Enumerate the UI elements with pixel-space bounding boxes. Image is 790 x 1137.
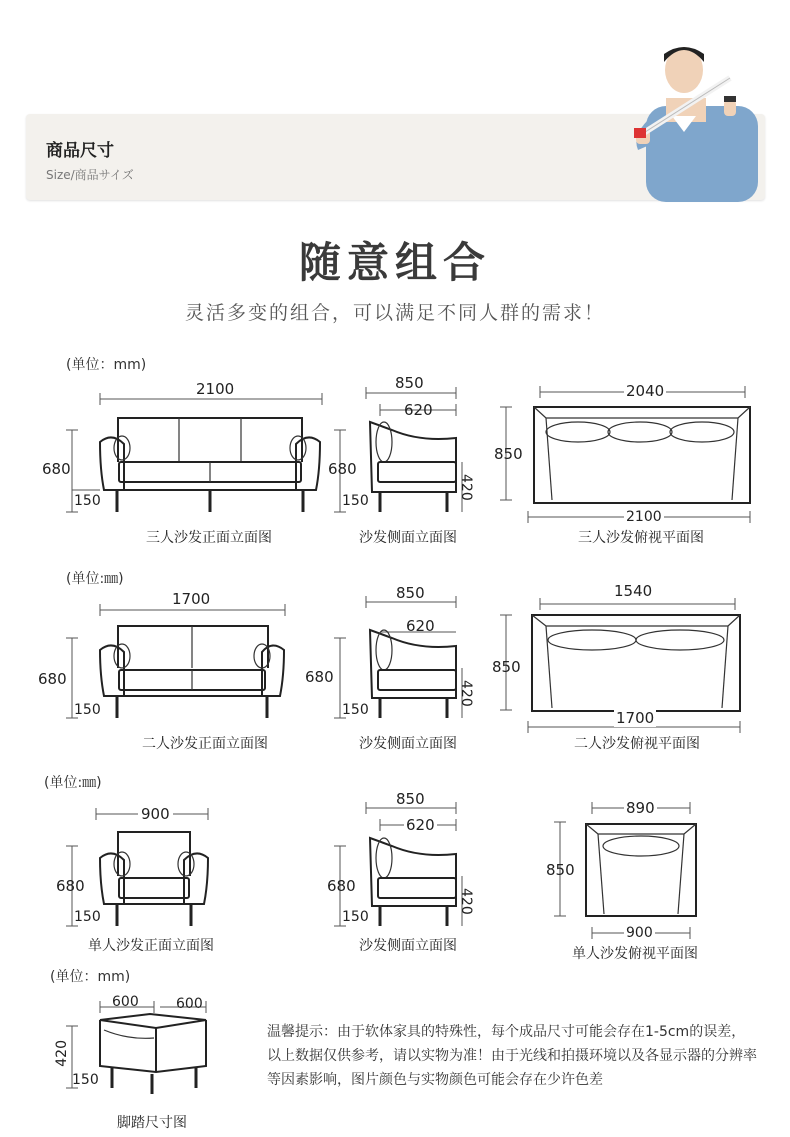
dim-width: 2100 [196, 380, 235, 398]
dim-depth: 850 [395, 374, 424, 392]
disclaimer-note: 温馨提示：由于软体家具的特殊性，每个成品尺寸可能会存在1-5cm的误差，以上数据仅供参考，请以实物为准！由于光线和拍摄环境以及各显示器的分辨率等因素影响，图片颜色与实物颜色可能会存在少许色差 [267, 1024, 757, 1088]
dim-height: 680 [305, 668, 334, 686]
dim-depth: 850 [396, 790, 425, 808]
dim-width: 900 [138, 805, 173, 823]
caption-top: 单人沙发俯视平面图 [572, 946, 698, 962]
hero-subtitle: 灵活多变的组合，可以满足不同人群的需求！ [184, 302, 605, 324]
dim-depth: 850 [546, 861, 575, 879]
dim-stool-leg: 150 [72, 1072, 99, 1088]
dim-stool-width: 600 [112, 994, 139, 1010]
dim-height: 680 [328, 460, 357, 478]
dim-height: 680 [56, 877, 85, 895]
dim-inner-width: 1540 [614, 582, 653, 600]
dim-height: 680 [327, 877, 356, 895]
caption-front: 三人沙发正面立面图 [146, 530, 272, 546]
dim-depth: 850 [396, 584, 425, 602]
section-title: 商品尺寸 [46, 141, 114, 161]
dim-seat-height: 420 [458, 680, 474, 707]
dim-stool-depth: 600 [176, 996, 203, 1012]
dim-leg: 150 [74, 702, 101, 718]
dim-seat-depth: 620 [406, 617, 435, 635]
unit-label: (单位:㎜) [66, 571, 124, 587]
section-subtitle: Size/商品サイズ [46, 168, 134, 182]
dim-inner-width: 890 [626, 799, 655, 817]
dim-seat-depth: 620 [406, 816, 435, 834]
dim-leg: 150 [74, 909, 101, 925]
unit-label: (单位:㎜) [44, 775, 102, 791]
dim-inner-width: 2040 [626, 382, 665, 400]
dim-leg: 150 [74, 493, 101, 509]
caption-top: 三人沙发俯视平面图 [578, 530, 704, 546]
caption-front: 二人沙发正面立面图 [142, 736, 268, 752]
dim-leg: 150 [342, 909, 369, 925]
caption-stool: 脚踏尺寸图 [117, 1115, 187, 1131]
hero-title: 随意组合 [298, 238, 491, 287]
dim-outer-width: 900 [626, 925, 653, 941]
dim-depth: 850 [492, 658, 521, 676]
caption-side: 沙发侧面立面图 [359, 530, 457, 546]
dim-stool-height: 420 [54, 1040, 70, 1067]
caption-side: 沙发侧面立面图 [359, 938, 457, 954]
caption-top: 二人沙发俯视平面图 [574, 736, 700, 752]
caption-side: 沙发侧面立面图 [359, 736, 457, 752]
dim-outer-width: 2100 [626, 509, 662, 525]
dim-leg: 150 [342, 702, 369, 718]
dim-outer-width: 1700 [616, 709, 655, 727]
dim-seat-height: 420 [458, 888, 474, 915]
dim-height: 680 [38, 670, 67, 688]
caption-front: 单人沙发正面立面图 [88, 938, 214, 954]
dim-height: 680 [42, 460, 71, 478]
dim-seat-depth: 620 [404, 401, 433, 419]
unit-label: (单位：mm) [50, 969, 131, 985]
dim-seat-height: 420 [458, 474, 474, 501]
dim-depth: 850 [494, 445, 523, 463]
dim-leg: 150 [342, 493, 369, 509]
dim-width: 1700 [172, 590, 211, 608]
unit-label: (单位：mm) [66, 357, 147, 373]
